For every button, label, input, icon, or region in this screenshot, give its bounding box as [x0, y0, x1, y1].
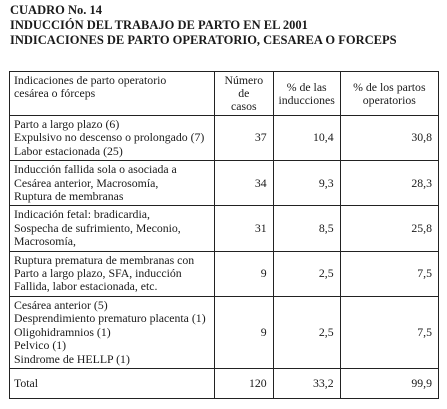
row-indication: [10, 296, 215, 368]
header-indication: [10, 72, 215, 116]
row-cases: 37: [214, 116, 273, 161]
row-cases: 9: [214, 296, 273, 368]
header-cases-line: Número de: [224, 73, 264, 100]
row-cases: 9: [214, 251, 273, 296]
indication-line: Indicación fetal: bradicardia,: [14, 207, 150, 222]
table-row: [10, 116, 439, 161]
header-cases: [214, 72, 273, 116]
indication-line: Parto a largo plazo, SFA, inducción: [14, 266, 182, 281]
row-pct-operative: 28,3: [340, 161, 438, 206]
table-caption-subtitle: INDICACIONES DE PARTO OPERATORIO, CESAREA O FORCEPS: [10, 33, 397, 47]
table-caption-number: CUADRO No. 14: [10, 3, 103, 17]
table-row: [10, 296, 439, 368]
indication-line: Sindrome de HELLP (1): [14, 351, 130, 366]
header-cases-line: casos: [231, 99, 257, 113]
row-indication: [10, 368, 215, 398]
table-header-row: [10, 72, 439, 116]
row-pct-operative: 30,8: [340, 116, 438, 161]
total-pct-operative: 99,9: [340, 368, 438, 398]
table-row: [10, 251, 439, 296]
indication-line: Inducción fallida sola o asociada a: [14, 162, 177, 177]
indication-line: Fallida, labor estacionada, etc.: [14, 279, 158, 294]
row-cases: 31: [214, 206, 273, 251]
total-pct-inductions: 33,2: [273, 368, 340, 398]
row-pct-inductions: 2,5: [273, 296, 340, 368]
indication-line: Cesárea anterior (5): [14, 297, 108, 312]
row-pct-operative: 7,5: [340, 251, 438, 296]
indication-line: Ruptura prematura de membranas con: [14, 252, 195, 267]
row-pct-operative: 25,8: [340, 206, 438, 251]
indications-table: [9, 71, 439, 399]
header-indication-line: cesárea o fórceps: [14, 86, 96, 100]
indication-line: Desprendimiento prematuro placenta (1): [14, 311, 206, 326]
table-row: [10, 206, 439, 251]
header-pct-operative-line: % de los partos: [353, 79, 426, 94]
indication-line: Macrosomía,: [14, 234, 76, 249]
row-pct-inductions: 8,5: [273, 206, 340, 251]
row-indication: [10, 116, 215, 161]
indication-line: Cesárea anterior, Macrosomía,: [14, 175, 159, 190]
indication-line: Oligohidramnios (1): [14, 324, 111, 339]
row-pct-operative: 7,5: [340, 296, 438, 368]
row-indication: [10, 161, 215, 206]
total-cases: 120: [214, 368, 273, 398]
header-pct-inductions: [273, 72, 340, 116]
indication-line: Labor estacionada (25): [14, 143, 123, 158]
row-pct-inductions: 2,5: [273, 251, 340, 296]
header-pct-inductions-line: % de las: [286, 79, 327, 94]
row-indication: [10, 251, 215, 296]
header-indication-line: Indicaciones de parto operatorio: [14, 73, 167, 87]
table-row: [10, 161, 439, 206]
indication-line: Pelvico (1): [14, 338, 67, 353]
row-pct-inductions: 9,3: [273, 161, 340, 206]
row-pct-inductions: 10,4: [273, 116, 340, 161]
total-label: Total: [14, 375, 39, 390]
table-caption-title: INDUCCIÓN DEL TRABAJO DE PARTO EN EL 2001: [10, 18, 308, 32]
indication-line: Parto a largo plazo (6): [14, 117, 120, 131]
header-pct-operative: [340, 72, 438, 116]
table-total-row: [10, 368, 439, 398]
row-indication: [10, 206, 215, 251]
header-pct-operative-line: operatorios: [362, 92, 416, 107]
indication-line: Expulsivo no descenso o prolongado (7): [14, 130, 205, 145]
row-cases: 34: [214, 161, 273, 206]
header-pct-inductions-line: inducciones: [278, 92, 335, 107]
indication-line: Ruptura de membranas: [14, 189, 124, 204]
indication-line: Sospecha de sufrimiento, Meconio,: [14, 220, 181, 235]
